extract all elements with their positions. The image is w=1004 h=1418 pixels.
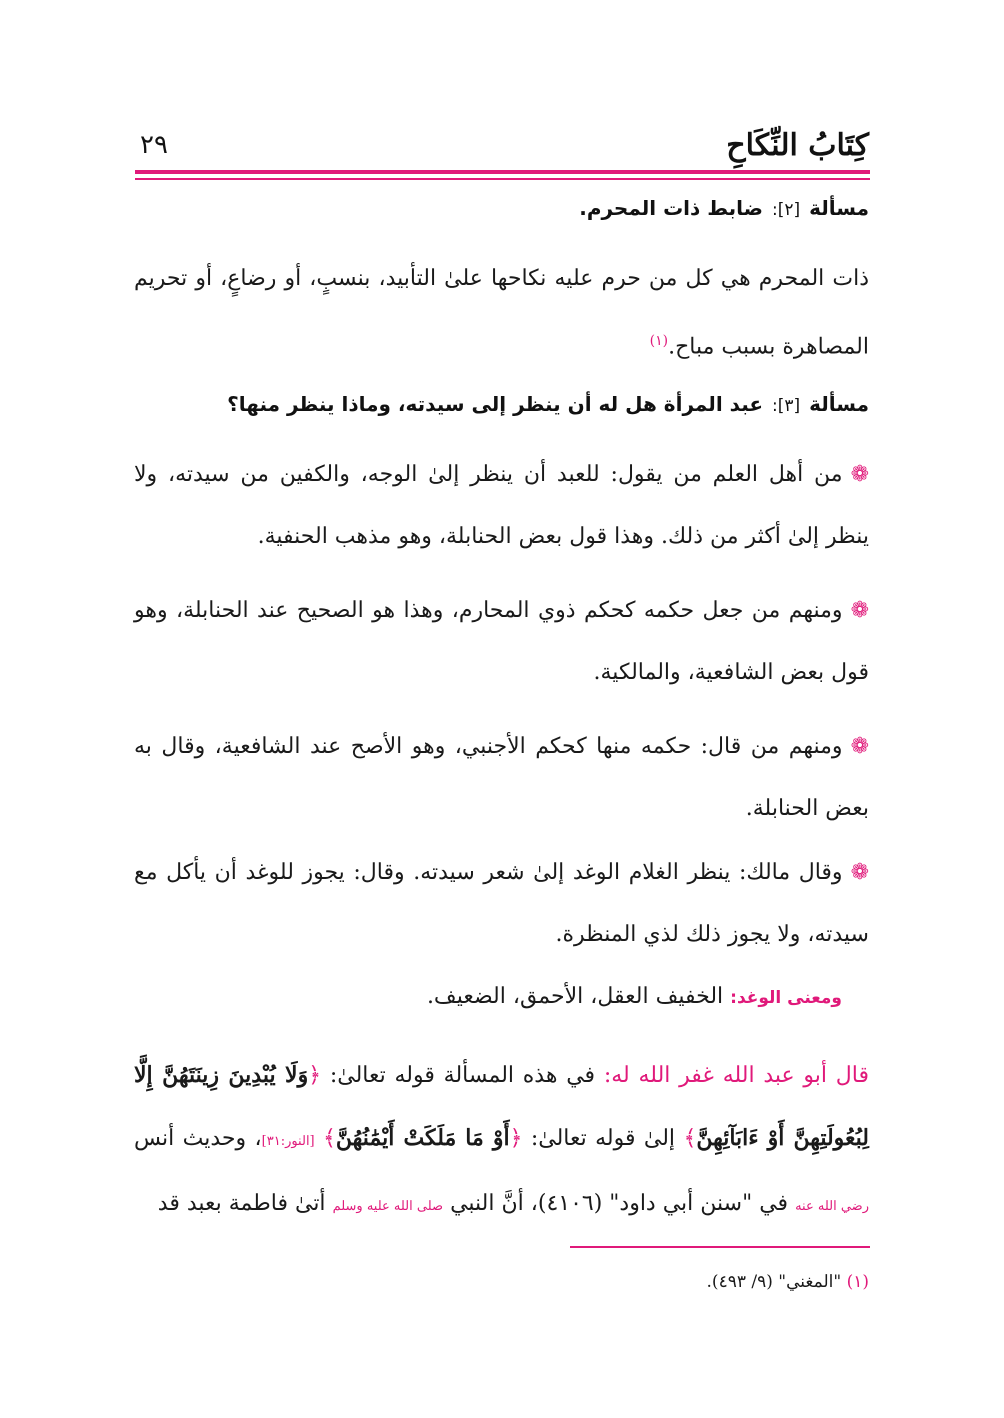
issue-number: [٣]:: [771, 396, 801, 416]
author-paragraph: [134, 1044, 869, 1238]
verse-open-bracket: ﴿: [509, 1126, 523, 1151]
footnote-separator: [570, 1246, 870, 1248]
issue-heading-3: [134, 392, 869, 416]
paragraph-definition: [134, 248, 869, 378]
bullet-paragraph-3: [134, 716, 869, 840]
running-header-title: كِتَابُ النِّكَاحِ: [726, 128, 869, 163]
flower-bullet-icon: ❁: [850, 734, 869, 759]
honorific-prophet: صلى الله عليه وسلم: [332, 1199, 444, 1214]
bullet-text: ومنهم من جعل حكمه كحكم ذوي المحارم، وهذا هو الصحيح عند الحنابلة، وهو قول بعض الشافعية، والمالكية.: [134, 598, 869, 685]
author-statement: قال أبو عبد الله غفر الله له:: [603, 1063, 869, 1088]
issue-label: مسألة: [809, 196, 869, 220]
issue-title: ضابط ذات المحرم.: [579, 196, 764, 220]
meaning-paragraph: [134, 966, 842, 1029]
verse-close-bracket: ﴾: [683, 1126, 697, 1151]
verse-open-bracket: ﴿: [308, 1063, 322, 1088]
hadith-text-b: في "سنن أبي داود" (٤١٠٦)، أنَّ النبي: [450, 1191, 789, 1216]
verse-reference: [النور:٣١]: [261, 1134, 315, 1149]
footnote-text: "المغني" (٩/ ٤٩٣).: [706, 1272, 842, 1292]
quran-verse-2: أَوْ مَا مَلَكَتْ أَيْمَٰنُهُنَّ: [335, 1125, 510, 1151]
bullet-text: وقال مالك: ينظر الغلام الوغد إلىٰ شعر سيدته. وقال: يجوز للوغد أن يأكل مع سيدته، ولا يجوز ذلك لذي المنظرة.: [134, 860, 869, 947]
bullet-text: من أهل العلم من يقول: للعبد أن ينظر إلىٰ الوجه، والكفين من سيدته، ولا ينظر إلىٰ أكثر من ذلك. وهذا قول بعض الحنابلة، وهو مذهب الحنفية.: [134, 462, 869, 549]
issue-label: مسألة: [809, 392, 869, 416]
bullet-paragraph-1: [134, 444, 869, 568]
page-number: ٢٩: [140, 130, 168, 160]
verse-close-bracket: ﴾: [323, 1126, 336, 1151]
header-rule-thick: [135, 170, 870, 174]
paragraph-text: ذات المحرم هي كل من حرم عليه نكاحها علىٰ التأبيد، بنسبٍ، أو رضاعٍ، أو تحريم المصاهرة بسبب مباح.: [134, 266, 869, 360]
footnote-number: (١): [846, 1272, 869, 1292]
bullet-paragraph-4: [134, 842, 869, 966]
flower-bullet-icon: ❁: [850, 598, 869, 623]
meaning-text: الخفيف العقل، الأحمق، الضعيف.: [426, 984, 724, 1009]
flower-bullet-icon: ❁: [850, 462, 869, 487]
continuation-text: إلىٰ قوله تعالىٰ:: [530, 1126, 676, 1151]
honorific-companion: رضي الله عنه: [795, 1199, 869, 1214]
issue-heading-2: [134, 196, 869, 220]
hadith-text-c: أتىٰ فاطمة بعبد قد: [157, 1191, 326, 1216]
bullet-text: ومنهم من قال: حكمه منها كحكم الأجنبي، وهو الأصح عند الشافعية، وقال به بعض الحنابلة.: [134, 734, 869, 821]
header-rule-thin: [135, 178, 870, 180]
issue-title: عبد المرأة هل له أن ينظر إلى سيدته، وماذا ينظر منها؟: [227, 392, 764, 416]
flower-bullet-icon: ❁: [850, 860, 869, 885]
issue-number: [٢]:: [771, 200, 801, 220]
meaning-label: ومعنى الوغد:: [730, 988, 842, 1008]
footnote: [707, 1272, 869, 1292]
intro-text: في هذه المسألة قوله تعالىٰ:: [329, 1063, 596, 1088]
hadith-text-a: ، وحديث أنس: [134, 1126, 262, 1151]
footnote-reference: (١): [649, 333, 669, 349]
bullet-paragraph-2: [134, 580, 869, 704]
quran-verse-1: وَلَا يُبْدِينَ زِينَتَهُنَّ إِلَّا لِبُعُولَتِهِنَّ أَوْ ءَابَآئِهِنَّ: [134, 1062, 869, 1151]
